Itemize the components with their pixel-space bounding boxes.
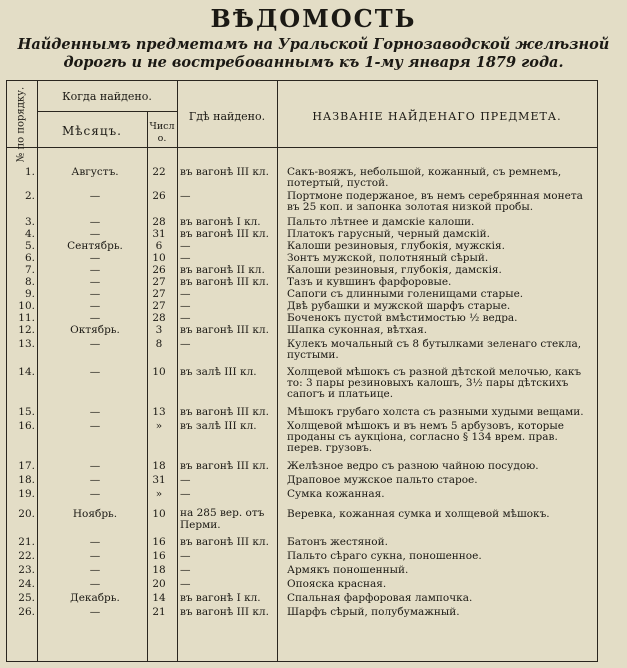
row-month: —	[89, 488, 101, 500]
row-month: Августъ.	[71, 166, 119, 178]
row-item: Шапка суконная, вѣтхая.	[287, 324, 428, 336]
row-number: 3.	[24, 216, 35, 228]
row-place: въ вагонѣ III кл.	[180, 228, 269, 240]
row-item: Боченокъ пустой вмѣстимостью ½ ведра.	[287, 312, 518, 324]
row-day: 18	[152, 564, 166, 576]
rule-when-split	[37, 111, 177, 112]
row-month: —	[89, 216, 101, 228]
row-month: —	[89, 366, 101, 378]
row-number: 12.	[18, 324, 35, 336]
row-item: Пальто сѣраго сукна, поношенное.	[287, 550, 482, 562]
row-place: —	[180, 550, 191, 562]
row-place: въ вагонѣ III кл.	[180, 606, 269, 618]
row-day: 26	[152, 190, 166, 202]
row-number: 17.	[18, 460, 35, 472]
row-item: Шарфъ сѣрый, полубумажный.	[287, 606, 460, 618]
row-day: 27	[152, 288, 166, 300]
row-day: 26	[152, 264, 166, 276]
row-item: Двѣ рубашки и мужской шарфъ старые.	[287, 300, 511, 312]
row-day: 28	[152, 312, 166, 324]
row-place: въ залѣ III кл.	[180, 420, 257, 432]
row-month: Декабрь.	[70, 592, 120, 604]
row-place: —	[180, 240, 191, 252]
row-month: —	[89, 406, 101, 418]
row-number: 16.	[18, 420, 35, 432]
row-item: Драповое мужское пальто старое.	[287, 474, 478, 486]
row-day: »	[155, 420, 163, 432]
col-header-item: НАЗВАНІЕ НАЙДЕНАГО ПРЕДМЕТА.	[312, 110, 562, 123]
row-day: 28	[152, 216, 166, 228]
row-day: 31	[152, 228, 166, 240]
row-month: —	[89, 578, 101, 590]
row-item: Холщевой мѣшокъ и въ немъ 5 арбузовъ, которые проданы съ аукціона, согласно § 134 врем. прав. перев. грузовъ.	[287, 420, 564, 454]
row-number: 1.	[24, 166, 35, 178]
row-item: Калоши резиновыя, глубокія, мужскія.	[287, 240, 506, 252]
row-item: Спальная фарфоровая лампочка.	[287, 592, 473, 604]
col-header-place: Гдѣ найдено.	[188, 110, 266, 123]
row-month: —	[89, 312, 101, 324]
row-place: —	[180, 190, 191, 202]
row-day: 13	[152, 406, 166, 418]
rule-num	[37, 81, 38, 661]
row-month: —	[89, 550, 101, 562]
row-place: —	[180, 488, 191, 500]
row-month: —	[89, 190, 101, 202]
row-place: —	[180, 338, 191, 350]
row-number: 6.	[24, 252, 35, 264]
row-item: Мѣшокъ грубаго холста съ разными худыми вещами.	[287, 406, 584, 418]
row-item: Желѣзное ведро съ разною чайною посудою.	[287, 460, 539, 472]
row-number: 7.	[24, 264, 35, 276]
row-day: 10	[152, 252, 166, 264]
row-day: 14	[152, 592, 166, 604]
row-item: Сумка кожанная.	[287, 488, 385, 500]
row-day: 22	[152, 166, 166, 178]
row-number: 21.	[18, 536, 35, 548]
row-number: 20.	[18, 508, 35, 520]
row-day: 27	[152, 300, 166, 312]
row-month: —	[89, 460, 101, 472]
row-place: —	[180, 474, 191, 486]
row-month: —	[89, 420, 101, 432]
row-number: 23.	[18, 564, 35, 576]
row-place: въ вагонѣ III кл.	[180, 460, 269, 472]
row-number: 19.	[18, 488, 35, 500]
row-place: въ вагонѣ I кл.	[180, 216, 261, 228]
row-day: 3	[155, 324, 163, 336]
row-day: 10	[152, 508, 166, 520]
row-month: —	[89, 606, 101, 618]
found-items-table	[6, 80, 598, 662]
row-month: —	[89, 252, 101, 264]
document-title: ВѢДОМОСТЬ	[210, 4, 417, 33]
row-number: 25.	[18, 592, 35, 604]
row-day: 21	[152, 606, 166, 618]
row-day: 16	[152, 550, 166, 562]
row-place: въ вагонѣ III кл.	[180, 324, 269, 336]
row-place: въ вагонѣ I кл.	[180, 592, 261, 604]
row-item: Армякъ поношенный.	[287, 564, 409, 576]
row-place: въ вагонѣ III кл.	[180, 276, 269, 288]
row-item: Кулекъ мочальный съ 8 бутылками зеленаго стекла, пустыми.	[287, 338, 582, 361]
row-item: Сакъ-вояжъ, небольшой, кожанный, съ ремнемъ, потертый, пустой.	[287, 166, 562, 189]
row-month: Сентябрь.	[67, 240, 123, 252]
row-number: 26.	[18, 606, 35, 618]
document-subtitle: Найденнымъ предметамъ на Уральской Горнозаводской желѣзной дорогѣ и не востребованнымъ къ 1-му января 1879 года.	[17, 36, 610, 71]
col-header-day: Число.	[149, 121, 175, 144]
row-month: —	[89, 228, 101, 240]
row-day: 6	[155, 240, 163, 252]
row-place: —	[180, 578, 191, 590]
row-day: 27	[152, 276, 166, 288]
row-number: 10.	[18, 300, 35, 312]
row-month: —	[89, 300, 101, 312]
row-day: 10	[152, 366, 166, 378]
row-item: Калоши резиновыя, глубокія, дамскія.	[287, 264, 502, 276]
row-day: 16	[152, 536, 166, 548]
row-place: —	[180, 564, 191, 576]
col-header-when: Когда найдено.	[62, 90, 152, 103]
row-place: на 285 вер. отъ Перми.	[180, 507, 265, 531]
row-item: Сапоги съ длинными голенищами старые.	[287, 288, 524, 300]
row-number: 22.	[18, 550, 35, 562]
row-day: 20	[152, 578, 166, 590]
row-number: 11.	[18, 312, 35, 324]
col-header-num: № по порядку.	[15, 86, 27, 163]
row-place: въ вагонѣ II кл.	[180, 264, 265, 276]
row-place: —	[180, 300, 191, 312]
row-item: Платокъ гарусный, черный дамскій.	[287, 228, 490, 240]
row-place: въ вагонѣ III кл.	[180, 536, 269, 548]
row-day: »	[155, 488, 163, 500]
row-place: —	[180, 288, 191, 300]
row-month: —	[89, 288, 101, 300]
row-number: 18.	[18, 474, 35, 486]
row-number: 8.	[24, 276, 35, 288]
row-item: Тазъ и кувшинъ фарфоровые.	[287, 276, 452, 288]
row-number: 15.	[18, 406, 35, 418]
row-item: Холщевой мѣшокъ съ разной дѣтской мелочью, какъ то: 3 пары резиновыхъ калошъ, 3½ пары дѣтскихъ сапогъ и платьице.	[287, 366, 582, 400]
row-number: 13.	[18, 338, 35, 350]
row-place: —	[180, 252, 191, 264]
row-item: Портмоне подержаное, въ немъ серебрянная монета въ 25 коп. и запонка золотая низкой пробы.	[287, 190, 583, 213]
row-day: 18	[152, 460, 166, 472]
row-month: —	[89, 276, 101, 288]
row-number: 5.	[24, 240, 35, 252]
row-number: 9.	[24, 288, 35, 300]
row-month: —	[89, 474, 101, 486]
row-number: 14.	[18, 366, 35, 378]
row-month: —	[89, 338, 101, 350]
row-day: 8	[155, 338, 163, 350]
row-month: Октябрь.	[70, 324, 120, 336]
row-item: Опояска красная.	[287, 578, 387, 590]
row-day: 31	[152, 474, 166, 486]
row-place: —	[180, 312, 191, 324]
row-place: въ вагонѣ III кл.	[180, 406, 269, 418]
row-item: Пальто лѣтнее и дамскіе калоши.	[287, 216, 475, 228]
col-header-month: Мѣсяцъ.	[62, 124, 122, 138]
row-number: 24.	[18, 578, 35, 590]
row-item: Веревка, кожанная сумка и холщевой мѣшокъ.	[287, 508, 550, 520]
row-number: 4.	[24, 228, 35, 240]
row-month: Ноябрь.	[72, 508, 118, 520]
row-month: —	[89, 564, 101, 576]
row-place: въ залѣ III кл.	[180, 366, 257, 378]
row-month: —	[89, 536, 101, 548]
row-number: 2.	[24, 190, 35, 202]
rule-header-bottom	[7, 147, 597, 148]
row-place: въ вагонѣ III кл.	[180, 166, 269, 178]
row-item: Батонъ жестяной.	[287, 536, 388, 548]
row-item: Зонтъ мужской, полотняный сѣрый.	[287, 252, 489, 264]
row-month: —	[89, 264, 101, 276]
